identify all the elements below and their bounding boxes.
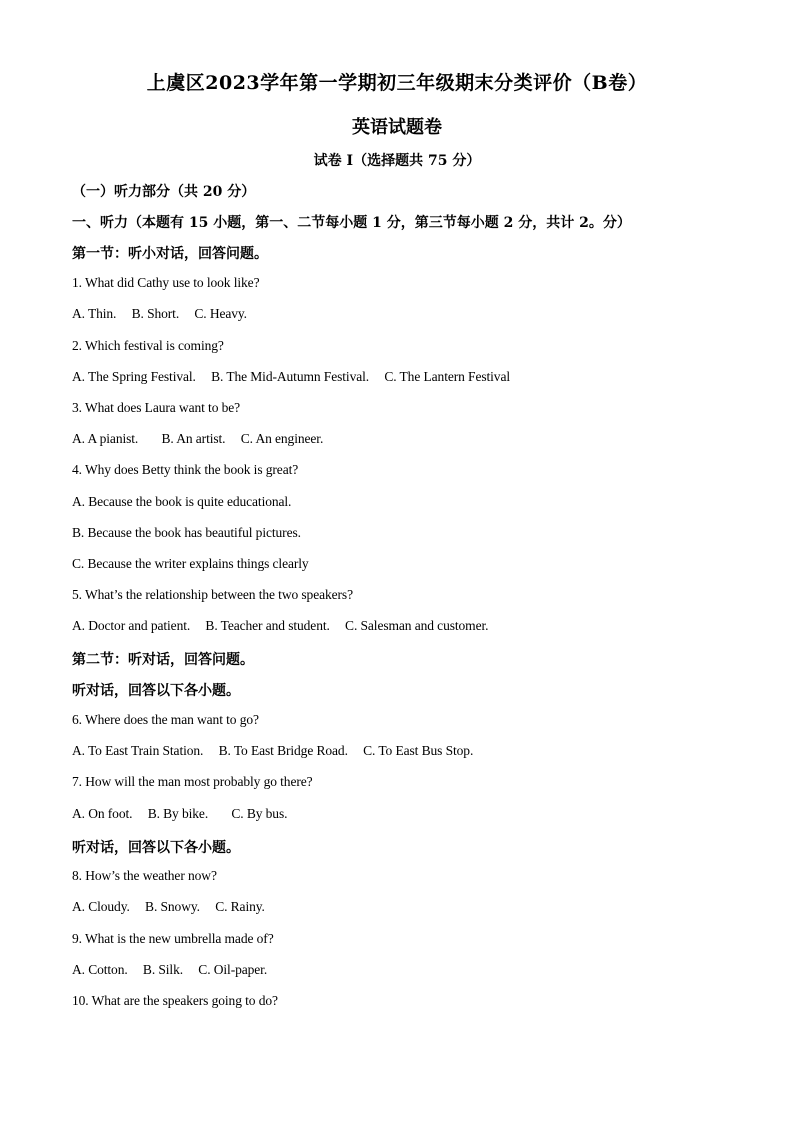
question-4: 4. Why does Betty think the book is great?: [72, 462, 299, 477]
option-b: B. By bike.: [147, 806, 209, 821]
question-2-options: [72, 369, 510, 385]
question-1-options: [72, 306, 247, 322]
option-b: B. Snowy.: [145, 899, 200, 914]
question-9-options: [72, 962, 267, 978]
question-4-option-c: C. Because the writer explains things clearly: [72, 556, 309, 571]
option-a: A. Cotton.: [72, 962, 128, 977]
option-a: A. Doctor and patient.: [72, 618, 191, 633]
option-a: A. A pianist.: [72, 431, 139, 446]
exam-title: 上虞区2023学年第一学期初三年级期末分类评价（B卷）: [146, 72, 648, 94]
option-b: B. Silk.: [142, 962, 184, 977]
option-c: C. Rainy.: [215, 899, 265, 914]
option-a: A. The Spring Festival.: [72, 369, 196, 384]
option-b: B. To East Bridge Road.: [218, 743, 348, 758]
dialog-a-heading: 听对话，回答以下各小题。: [72, 683, 240, 699]
question-6: 6. Where does the man want to go?: [72, 712, 259, 727]
option-a: A. On foot.: [72, 806, 133, 821]
option-b: B. The Mid-Autumn Festival.: [211, 369, 370, 384]
option-b: B. An artist.: [161, 431, 226, 446]
dialog-b-heading: 听对话，回答以下各小题。: [72, 840, 240, 856]
question-4-option-a: A. Because the book is quite educational.: [72, 494, 292, 509]
question-7: 7. How will the man most probably go there?: [72, 774, 313, 789]
question-2: 2. Which festival is coming?: [72, 338, 224, 353]
option-c: C. To East Bus Stop.: [363, 743, 474, 758]
section1-heading: 第一节：听小对话，回答问题。: [72, 246, 268, 262]
option-c: C. By bus.: [231, 806, 288, 821]
question-3: 3. What does Laura want to be?: [72, 400, 241, 415]
option-c: C. Salesman and customer.: [345, 618, 489, 633]
option-c: C. Heavy.: [194, 306, 247, 321]
question-8: 8. How’s the weather now?: [72, 868, 217, 883]
option-a: A. Thin.: [72, 306, 117, 321]
option-a: A. To East Train Station.: [72, 743, 204, 758]
question-4-option-b: B. Because the book has beautiful pictures.: [72, 525, 301, 540]
question-7-options: [72, 806, 287, 822]
listening-instructions: 一、听力（本题有 15 小题，第一、二节每小题 1 分，第三节每小题 2 分，共计 2。分）: [72, 215, 631, 231]
question-5: 5. What’s the relationship between the two speakers?: [72, 587, 353, 602]
question-10: 10. What are the speakers going to do?: [72, 993, 278, 1008]
option-a: A. Cloudy.: [72, 899, 130, 914]
listening-part-heading: （一）听力部分（共 20 分）: [72, 184, 256, 200]
option-c: C. The Lantern Festival: [384, 369, 511, 384]
paper-part-label: 试卷 I（选择题共 75 分）: [313, 153, 481, 169]
question-1: 1. What did Cathy use to look like?: [72, 275, 260, 290]
option-b: B. Teacher and student.: [205, 618, 330, 633]
question-8-options: [72, 899, 265, 915]
question-6-options: [72, 743, 473, 759]
option-c: C. An engineer.: [240, 431, 324, 446]
question-9: 9. What is the new umbrella made of?: [72, 931, 274, 946]
question-3-options: [72, 431, 323, 447]
question-5-options: [72, 618, 488, 634]
exam-subtitle: 英语试题卷: [352, 117, 442, 138]
section2-heading: 第二节：听对话，回答问题。: [72, 652, 254, 668]
option-b: B. Short.: [131, 306, 180, 321]
option-c: C. Oil-paper.: [198, 962, 268, 977]
